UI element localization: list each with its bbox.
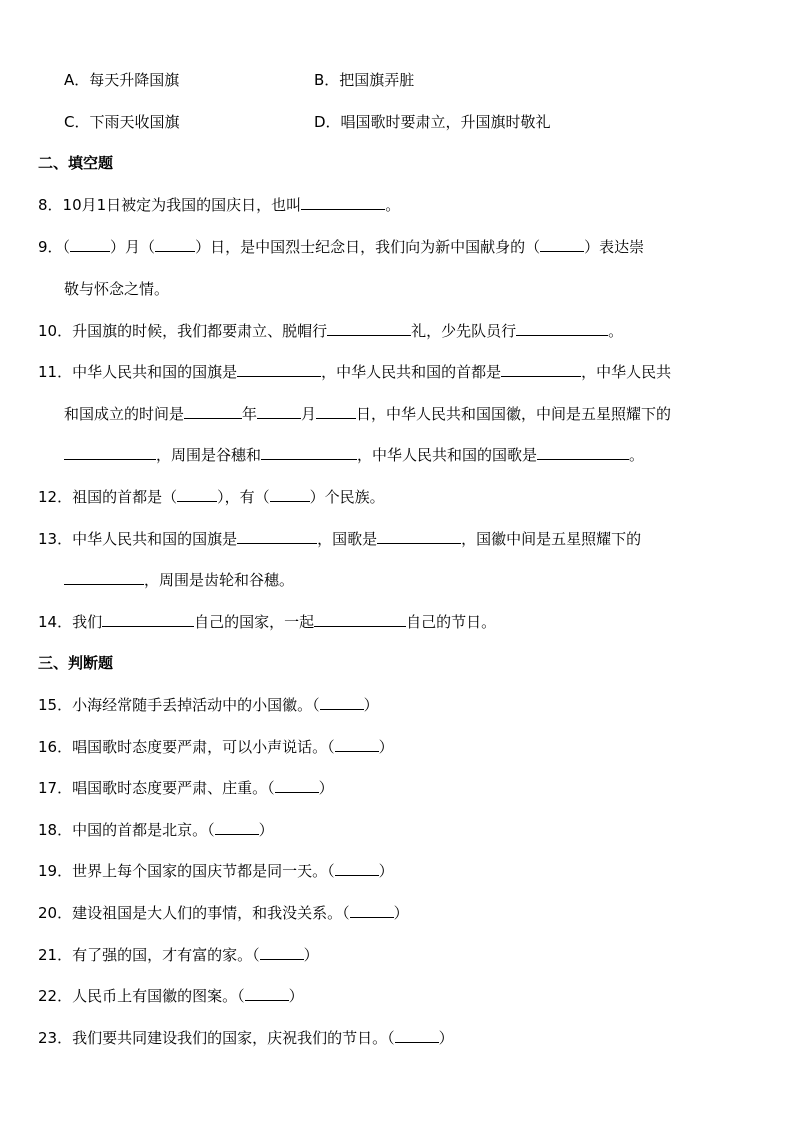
q17-text: 17．唱国歌时态度要严肃、庄重。（ bbox=[38, 779, 275, 797]
question-20 bbox=[38, 903, 409, 923]
q9-part2: ）月（ bbox=[110, 238, 156, 256]
choice-c: C．下雨天收国旗 bbox=[64, 113, 180, 131]
q15-end: ） bbox=[363, 696, 379, 714]
question-16 bbox=[38, 737, 394, 757]
q16-end: ） bbox=[378, 738, 394, 756]
answer-blank[interactable] bbox=[237, 529, 317, 544]
q11-part3: ，中华人民共 bbox=[581, 363, 672, 381]
q13-line2 bbox=[64, 570, 294, 590]
q11-line3-a: ，周围是谷穗和 bbox=[156, 446, 262, 464]
question-19 bbox=[38, 861, 394, 881]
answer-blank[interactable] bbox=[516, 321, 608, 336]
answer-blank[interactable] bbox=[301, 195, 385, 210]
q8-text: 8．10月1日被定为我国的国庆日，也叫 bbox=[38, 196, 302, 214]
answer-blank[interactable] bbox=[395, 1028, 439, 1043]
q22-text: 22．人民币上有国徽的图案。（ bbox=[38, 987, 245, 1005]
q11-part2: ，中华人民共和国的首都是 bbox=[321, 363, 502, 381]
q21-end: ） bbox=[303, 946, 319, 964]
answer-blank[interactable] bbox=[102, 612, 194, 627]
question-9 bbox=[38, 237, 644, 257]
q11-line2-b: 年 bbox=[242, 405, 258, 423]
answer-blank[interactable] bbox=[155, 237, 195, 252]
question-14 bbox=[38, 612, 496, 632]
q17-end: ） bbox=[318, 779, 334, 797]
q11-line2-c: 月 bbox=[301, 405, 317, 423]
question-15 bbox=[38, 695, 379, 715]
q18-end: ） bbox=[258, 821, 274, 839]
q13-part2: ，国歌是 bbox=[317, 530, 378, 548]
q10-part2: 礼，少先队员行 bbox=[411, 322, 517, 340]
question-18 bbox=[38, 820, 274, 840]
q14-part3: 自己的节日。 bbox=[406, 613, 497, 631]
q11-part1: 11．中华人民共和国的国旗是 bbox=[38, 363, 238, 381]
question-22 bbox=[38, 986, 304, 1006]
q11-line3-b: ，中华人民共和国的国歌是 bbox=[357, 446, 538, 464]
q14-part2: 自己的国家，一起 bbox=[194, 613, 315, 631]
q20-text: 20．建设祖国是大人们的事情，和我没关系。（ bbox=[38, 904, 350, 922]
section-fill-heading: 二、填空题 bbox=[38, 154, 114, 172]
section-judge-heading: 三、判断题 bbox=[38, 654, 114, 672]
question-13 bbox=[38, 529, 641, 549]
answer-blank[interactable] bbox=[64, 570, 144, 585]
q19-text: 19．世界上每个国家的国庆节都是同一天。（ bbox=[38, 862, 335, 880]
answer-blank[interactable] bbox=[540, 237, 584, 252]
question-8 bbox=[38, 195, 400, 215]
q15-text: 15．小海经常随手丢掉活动中的小国徽。（ bbox=[38, 696, 320, 714]
q14-part1: 14．我们 bbox=[38, 613, 103, 631]
q13-part3: ，国徽中间是五星照耀下的 bbox=[461, 530, 642, 548]
answer-blank[interactable] bbox=[70, 237, 110, 252]
answer-blank[interactable] bbox=[64, 445, 156, 460]
answer-blank[interactable] bbox=[275, 778, 319, 793]
q12-part1: 12．祖国的首都是（ bbox=[38, 488, 178, 506]
q12-part2: ），有（ bbox=[217, 488, 270, 506]
answer-blank[interactable] bbox=[350, 903, 394, 918]
answer-blank[interactable] bbox=[245, 986, 289, 1001]
q11-line3 bbox=[64, 445, 644, 465]
answer-blank[interactable] bbox=[257, 404, 301, 419]
answer-blank[interactable] bbox=[177, 487, 217, 502]
answer-blank[interactable] bbox=[260, 945, 304, 960]
q13-part1: 13．中华人民共和国的国旗是 bbox=[38, 530, 238, 548]
q18-text: 18．中国的首都是北京。（ bbox=[38, 821, 215, 839]
q11-line2-a: 和国成立的时间是 bbox=[64, 405, 185, 423]
q11-line2 bbox=[64, 404, 671, 424]
answer-blank[interactable] bbox=[327, 321, 411, 336]
answer-blank[interactable] bbox=[237, 362, 321, 377]
answer-blank[interactable] bbox=[335, 861, 379, 876]
answer-blank[interactable] bbox=[501, 362, 581, 377]
question-23 bbox=[38, 1028, 454, 1048]
answer-blank[interactable] bbox=[316, 404, 356, 419]
choice-b: B．把国旗弄脏 bbox=[314, 71, 415, 89]
q22-end: ） bbox=[288, 987, 304, 1005]
question-10 bbox=[38, 321, 623, 341]
answer-blank[interactable] bbox=[270, 487, 310, 502]
choice-d: D．唱国歌时要肃立，升国旗时敬礼 bbox=[314, 113, 551, 131]
q11-line3-c: 。 bbox=[629, 446, 645, 464]
question-17 bbox=[38, 778, 334, 798]
q16-text: 16．唱国歌时态度要严肃，可以小声说话。（ bbox=[38, 738, 335, 756]
answer-blank[interactable] bbox=[377, 529, 461, 544]
question-21 bbox=[38, 945, 319, 965]
q21-text: 21．有了强的国，才有富的家。（ bbox=[38, 946, 260, 964]
q9-part4: ）表达崇 bbox=[584, 238, 645, 256]
answer-blank[interactable] bbox=[184, 404, 242, 419]
answer-blank[interactable] bbox=[314, 612, 406, 627]
choice-a: A．每天升降国旗 bbox=[64, 71, 180, 89]
q10-part3: 。 bbox=[608, 322, 624, 340]
q9-part3: ）日，是中国烈士纪念日，我们向为新中国献身的（ bbox=[195, 238, 541, 256]
q13-line2-text: ，周围是齿轮和谷穗。 bbox=[144, 571, 295, 589]
answer-blank[interactable] bbox=[261, 445, 357, 460]
q20-end: ） bbox=[393, 904, 409, 922]
q11-line2-d: 日，中华人民共和国国徽，中间是五星照耀下的 bbox=[356, 405, 672, 423]
q23-end: ） bbox=[438, 1029, 454, 1047]
answer-blank[interactable] bbox=[215, 820, 259, 835]
q10-part1: 10．升国旗的时候，我们都要肃立、脱帽行 bbox=[38, 322, 328, 340]
answer-blank[interactable] bbox=[537, 445, 629, 460]
answer-blank[interactable] bbox=[335, 737, 379, 752]
q23-text: 23．我们要共同建设我们的国家，庆祝我们的节日。（ bbox=[38, 1029, 395, 1047]
answer-blank[interactable] bbox=[320, 695, 364, 710]
q8-end: 。 bbox=[385, 196, 401, 214]
q9-part1: 9．（ bbox=[38, 238, 71, 256]
question-11 bbox=[38, 362, 671, 382]
q19-end: ） bbox=[378, 862, 394, 880]
q12-part3: ）个民族。 bbox=[309, 488, 385, 506]
q9-line2: 敬与怀念之情。 bbox=[64, 280, 170, 298]
question-12 bbox=[38, 487, 385, 507]
